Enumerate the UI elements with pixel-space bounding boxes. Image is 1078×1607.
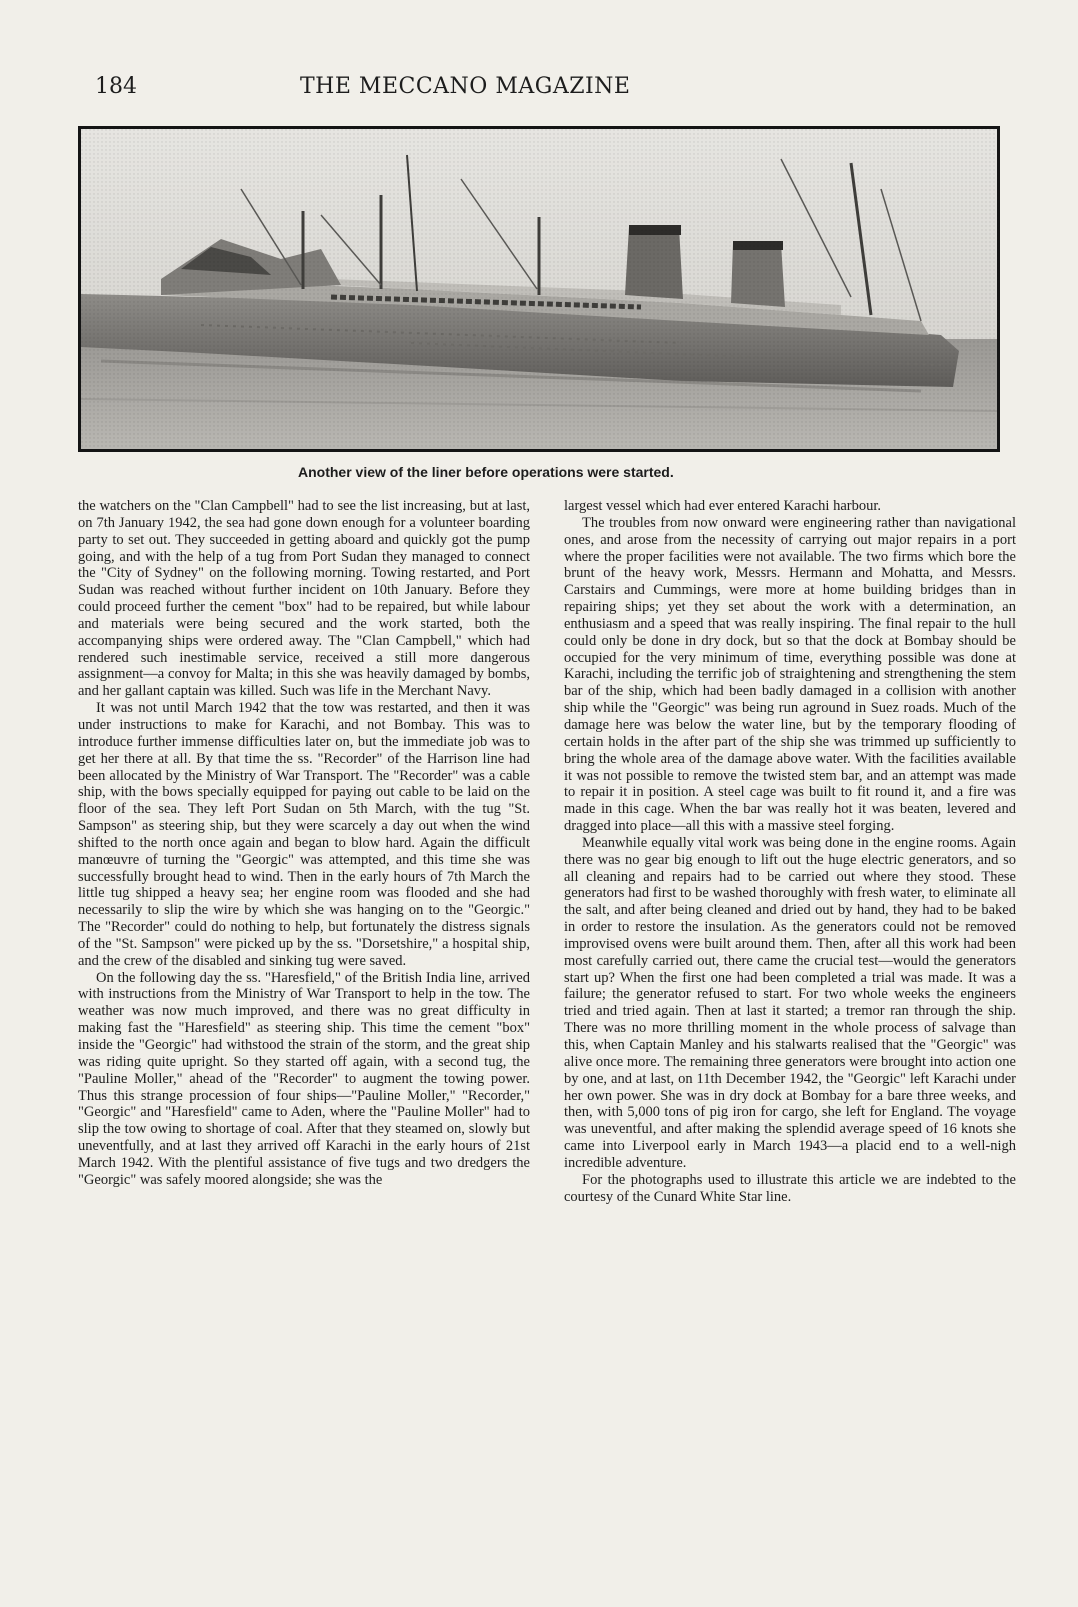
article-paragraph: The troubles from now onward were engineering rather than navigational ones, and arose from the necessity of carrying out major repairs in a port where the proper facilities were not available. The two firms which bore the brunt of the heavy work, Messrs. Hermann and Mohatta, and Messrs. Carstairs and Cummings, were more at home building bridges than in repairing ships; yet they set about the work with a determination, an enthusiasm and a speed that was really inspiring. The final repair to the hull could only be done in dry dock, but so that the dock at Bombay should be occupied for the very minimum of time, everything possible was done at Karachi, including the terrific job of straightening and strengthening the stem bar of the ship, which had been badly damaged in a collision with another ship while the "Georgic" was being run aground in Suez roads. Much of the damage here was below the water line, but by the temporary flooding of certain holds in the after part of the ship she was trimmed up sufficiently to bring the whole area of the damage above water. With the facilities available it was not possible to remove the twisted stem bar, and an attempt was made to repair it in position. A steel cage was built to fit round it, and a fire was made in this cage. When the bar was really hot it was beaten, levered and dragged into place—all this with a massive steel forging.	[564, 514, 1016, 835]
article-paragraph: It was not until March 1942 that the tow was restarted, and then it was under instructions to make for Karachi, and not Bombay. This was to introduce further immense difficulties later on, but the immediate job was to get her there at all. By that time the ss. "Recorder" of the Harrison line had been allocated by the Ministry of War Transport. The "Recorder" was a cable ship, with the bows specially equipped for paying out cable to be laid on the floor of the sea. They left Port Sudan on 5th March, with the tug "St. Sampson" as steering ship, but they were scarcely a day out when the wind shifted to the north once again and began to blow hard. Again the difficult manœuvre of turning the "Georgic" was attempted, and this time she was successfully brought head to wind. Then in the early hours of 7th March the little tug shipped a heavy sea; her engine room was flooded and she had necessarily to slip the wire by which she was hanging on to the "Georgic." The "Recorder" could do nothing to help, but fortunately the distress signals of the "St. Sampson" were picked up by the ss. "Dorsetshire," a hospital ship, and the crew of the disabled and sinking tug were saved.	[78, 700, 530, 969]
page-number: 184	[95, 74, 137, 99]
article-column-right	[564, 498, 1016, 1205]
article-paragraph: On the following day the ss. "Haresfield," of the British India line, arrived with instructions from the Ministry of War Transport to help in the tow. The weather was now much improved, and there was no great difficulty in making fast the "Haresfield" as steering ship. This time the cement "box" inside the "Georgic" had withstood the strain of the storm, and the great ship was riding quite upright. So they started off again, with a second tug, the "Pauline Moller," ahead of the "Recorder" to augment the towing power. Thus this strange procession of four ships—"Pauline Moller," "Recorder," "Georgic" and "Haresfield" came to Aden, where the "Pauline Moller" had to slip the tow owing to shortage of coal. After that they steamed on, slowly but uneventfully, and at last they arrived off Karachi in the early hours of 21st March 1942. With the plentiful assistance of five tugs and two dredgers the "Georgic" was safely moored alongside; she was the	[78, 969, 530, 1188]
liner-photo-image	[81, 129, 997, 449]
article-paragraph: the watchers on the "Clan Campbell" had to see the list increasing, but at last, on 7th January 1942, the sea had gone down enough for a volunteer boarding party to set out. They succeeded in getting aboard and quickly got the pump going, and with the help of a tug from Port Sudan they managed to connect the "City of Sydney" on the following morning. Towing restarted, and Port Sudan was reached without further incident on 10th January. Before they could proceed further the cement "box" had to be repaired, but while labour and materials were being secured and the work started, both the accompanying ships were ordered away. The "Clan Campbell," which had rendered such inestimable service, received a still more dangerous assignment—a convoy for Malta; in this she was heavily damaged by bombs, and her gallant captain was killed. Such was life in the Merchant Navy.	[78, 498, 530, 700]
figure-caption: Another view of the liner before operations were started.	[298, 464, 674, 480]
article-column-left	[78, 498, 530, 1189]
article-paragraph: largest vessel which had ever entered Karachi harbour.	[564, 498, 881, 514]
liner-photo	[78, 126, 1000, 452]
running-head: THE MECCANO MAGAZINE	[300, 74, 631, 99]
article-paragraph: For the photographs used to illustrate this article we are indebted to the courtesy of the Cunard White Star line.	[564, 1171, 1016, 1205]
article-paragraph: Meanwhile equally vital work was being done in the engine rooms. Again there was no gear big enough to lift out the huge electric generators, and so all cleaning and repairs had to be carried out where they stood. These generators had first to be washed thoroughly with fresh water, to eliminate all the salt, and after being cleaned and dried out by hand, they had to be baked in order to restore the insulation. As the generators could not be removed improvised ovens were built around them. Then, after all this work had been most carefully carried out, there came the crucial test—would the generators start up? When the first one had been completed a trial was made. It was a failure; the generator refused to start. For two whole weeks the engineers tried and tried again. Then at last it started; a tremor ran through the ship. There was no more thrilling moment in the whole process of salvage than this, when Captain Manley and his stalwarts realised that the "Georgic" was alive once more. The remaining three generators were brought into action one by one, and at last, on 11th December 1942, the "Georgic" left Karachi under her own power. She was in dry dock at Bombay for a bare three weeks, and then, with 5,000 tons of pig iron for cargo, she left for England. The voyage was uneventful, and after making the splendid average speed of 16 knots she came into Liverpool early in March 1943—a placid end to a well-nigh incredible adventure.	[564, 834, 1016, 1171]
